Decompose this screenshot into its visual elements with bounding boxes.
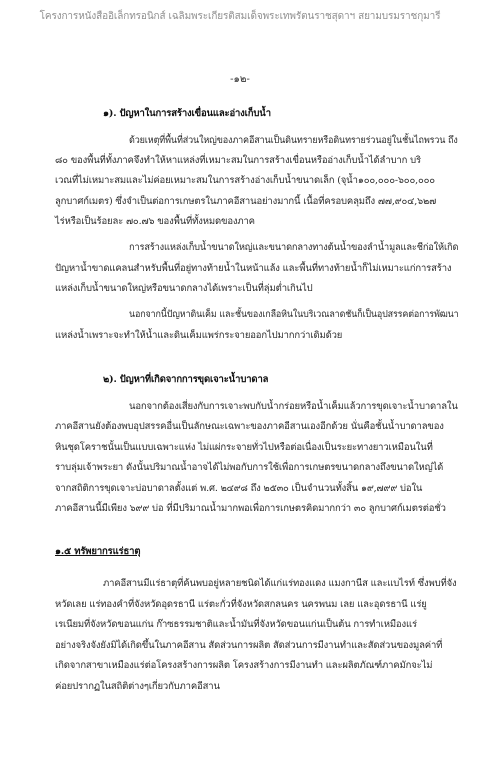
paragraph-line: แหล่งน้ำเพราะจะทำให้น้ำและดินเค็มแพร่กระจายออกไปมากกว่าเดิมด้วย	[55, 330, 343, 341]
section-heading-mineral-resources: ๑.๕ ทรัพยากรแร่ธาตุ	[55, 546, 141, 557]
section-heading-groundwater-problems: ๒). ปัญหาที่เกิดจากการขุดเจาะน้ำบาดาล	[103, 374, 269, 385]
paragraph-line: นอกจากนี้ปัญหาดินเค็ม และชั้นของเกลือหินในบริเวณลาดชันก็เป็นอุปสรรคต่อการพัฒนา	[129, 309, 459, 320]
paragraph-line: ด้วยเหตุที่พื้นที่ส่วนใหญ่ของภาคอีสานเป็นดินทรายหรือดินทรายร่วนอยู่ในชั้นไถพรวน ถึง	[129, 135, 458, 146]
paragraph-line: ภาคอีสานนี้มีเพียง ๖๙๙ บ่อ ที่มีปริมาณน้ำมากพอเพื่อการเกษตรคิดมากกว่า ๓๐ ลูกบาศก์เมตรต่อชั่ว	[55, 503, 446, 514]
paragraph-line: แหล่งเก็บน้ำขนาดใหญ่หรือขนาดกลางได้เพราะเป็นที่ลุ่มต่ำเกินไป	[55, 283, 313, 294]
paragraph-line: ค่อยปรากฏในสถิติต่างๆเกี่ยวกับภาคอีสาน	[55, 681, 220, 692]
page-number: -๑๒-	[230, 74, 250, 85]
section-heading-dam-problems: ๑). ปัญหาในการสร้างเขื่อนและอ่างเก็บน้ำ	[103, 108, 271, 119]
paragraph-line: ราบลุ่มเจ้าพระยา ดังนั้นปริมาณน้ำอาจได้ไม่พอกับการใช้เพื่อการเกษตรขนาดกลางถึงขนาดใหญ่ได้	[55, 462, 444, 473]
paragraph-line: ลูกบาศก์เมตร) ซึ่งจำเป็นต่อการเกษตรในภาคอีสานอย่างมากนี้ เนื้อที่ครอบคลุมถึง ๗๗,๙๐๔,๖๒๗	[55, 196, 437, 207]
paragraph-line: ๘๐ ของพื้นที่ทั้งภาคจึงทำให้หาแหล่งที่เหมาะสมในการสร้างเขื่อนหรืออ่างเก็บน้ำได้ลำบาก บริ	[55, 155, 421, 166]
paragraph-line: เกิดจากสาขาเหมืองแร่ต่อโครงสร้างการผลิต โครงสร้างการมีงานทำ และผลิตภัณฑ์ภาคมักจะไม่	[55, 660, 433, 671]
paragraph-line: อย่างจริงจังยังมิได้เกิดขึ้นในภาคอีสาน สัดส่วนการผลิต สัดส่วนการมีงานทำและสัดส่วนของมูลค่าที่	[55, 640, 443, 651]
paragraph-line: เวณที่ไม่เหมาะสมและไม่ค่อยเหมาะสมในการสร้างอ่างเก็บน้ำขนาดเล็ก (จุน้ำ๑๐๐,๐๐๐-๖๐๐,๐๐๐	[55, 175, 435, 186]
paragraph-line: ปัญหาน้ำขาดแคลนสำหรับพื้นที่อยู่ทางท้ายน้ำในหน้าแล้ง และพื้นที่ทางท้ายน้ำก็ไม่เหมาะแก่การสร้าง	[55, 263, 452, 274]
paragraph-line: หวัดเลย แร่ทองคำที่จังหวัดอุดรธานี แร่ตะกั่วที่จังหวัดสกลนคร นครพนม เลย และอุดรธานี แร่ยู	[55, 599, 427, 610]
paragraph-line: เรเนียมที่จังหวัดขอนแก่น ก๊าซธรรมชาติและน้ำมันที่จังหวัดขอนแก่นเป็นต้น การทำเหมืองแร่	[55, 619, 417, 630]
paragraph-line: ภาคอีสานมีแร่ธาตุที่ค้นพบอยู่หลายชนิดได้แก่แร่ทองแดง แมงกานีส และแบไรท์ ซึ่งพบที่จัง	[103, 578, 457, 589]
paragraph-line: นอกจากต้องเสี่ยงกับการเจาะพบกับน้ำกร่อยหรือน้ำเค็มแล้วการขุดเจาะน้ำบาดาลใน	[129, 401, 458, 412]
paragraph-line: ภาคอีสานยังต้องพบอุปสรรคอื่นเป็นลักษณะเฉพาะของภาคอีสานเองอีกด้วย นั่นคือชั้นน้ำบาดาลของ	[55, 421, 444, 432]
paragraph-line: การสร้างแหล่งเก็บน้ำขนาดใหญ่และขนาดกลางทางต้นน้ำของลำน้ำมูลและชีก่อให้เกิด	[129, 242, 459, 253]
paragraph-line: ไร่หรือเป็นร้อยละ ๗๐.๗๖ ของพื้นที่ทั้งหมดของภาค	[55, 216, 255, 227]
paragraph-line: หินชุดโคราชนั้นเป็นแบบเฉพาะแห่ง ไม่แผ่กระจายทั่วไปหรือต่อเนื่องเป็นระยะทางยาวเหมือนในที่	[55, 442, 433, 453]
collection-header: โครงการหนังสืออิเล็กทรอนิกส์ เฉลิมพระเกียรติสมเด็จพระเทพรัตนราชสุดาฯ สยามบรมราชกุมารี	[39, 11, 441, 22]
paragraph-line: จากสถิติการขุดเจาะบ่อบาดาลตั้งแต่ พ.ศ. ๒๔๙๘ ถึง ๒๕๓๐ เป็นจำนวนทั้งสิ้น ๑๙,๗๙๙ บ่อใน	[55, 483, 423, 494]
